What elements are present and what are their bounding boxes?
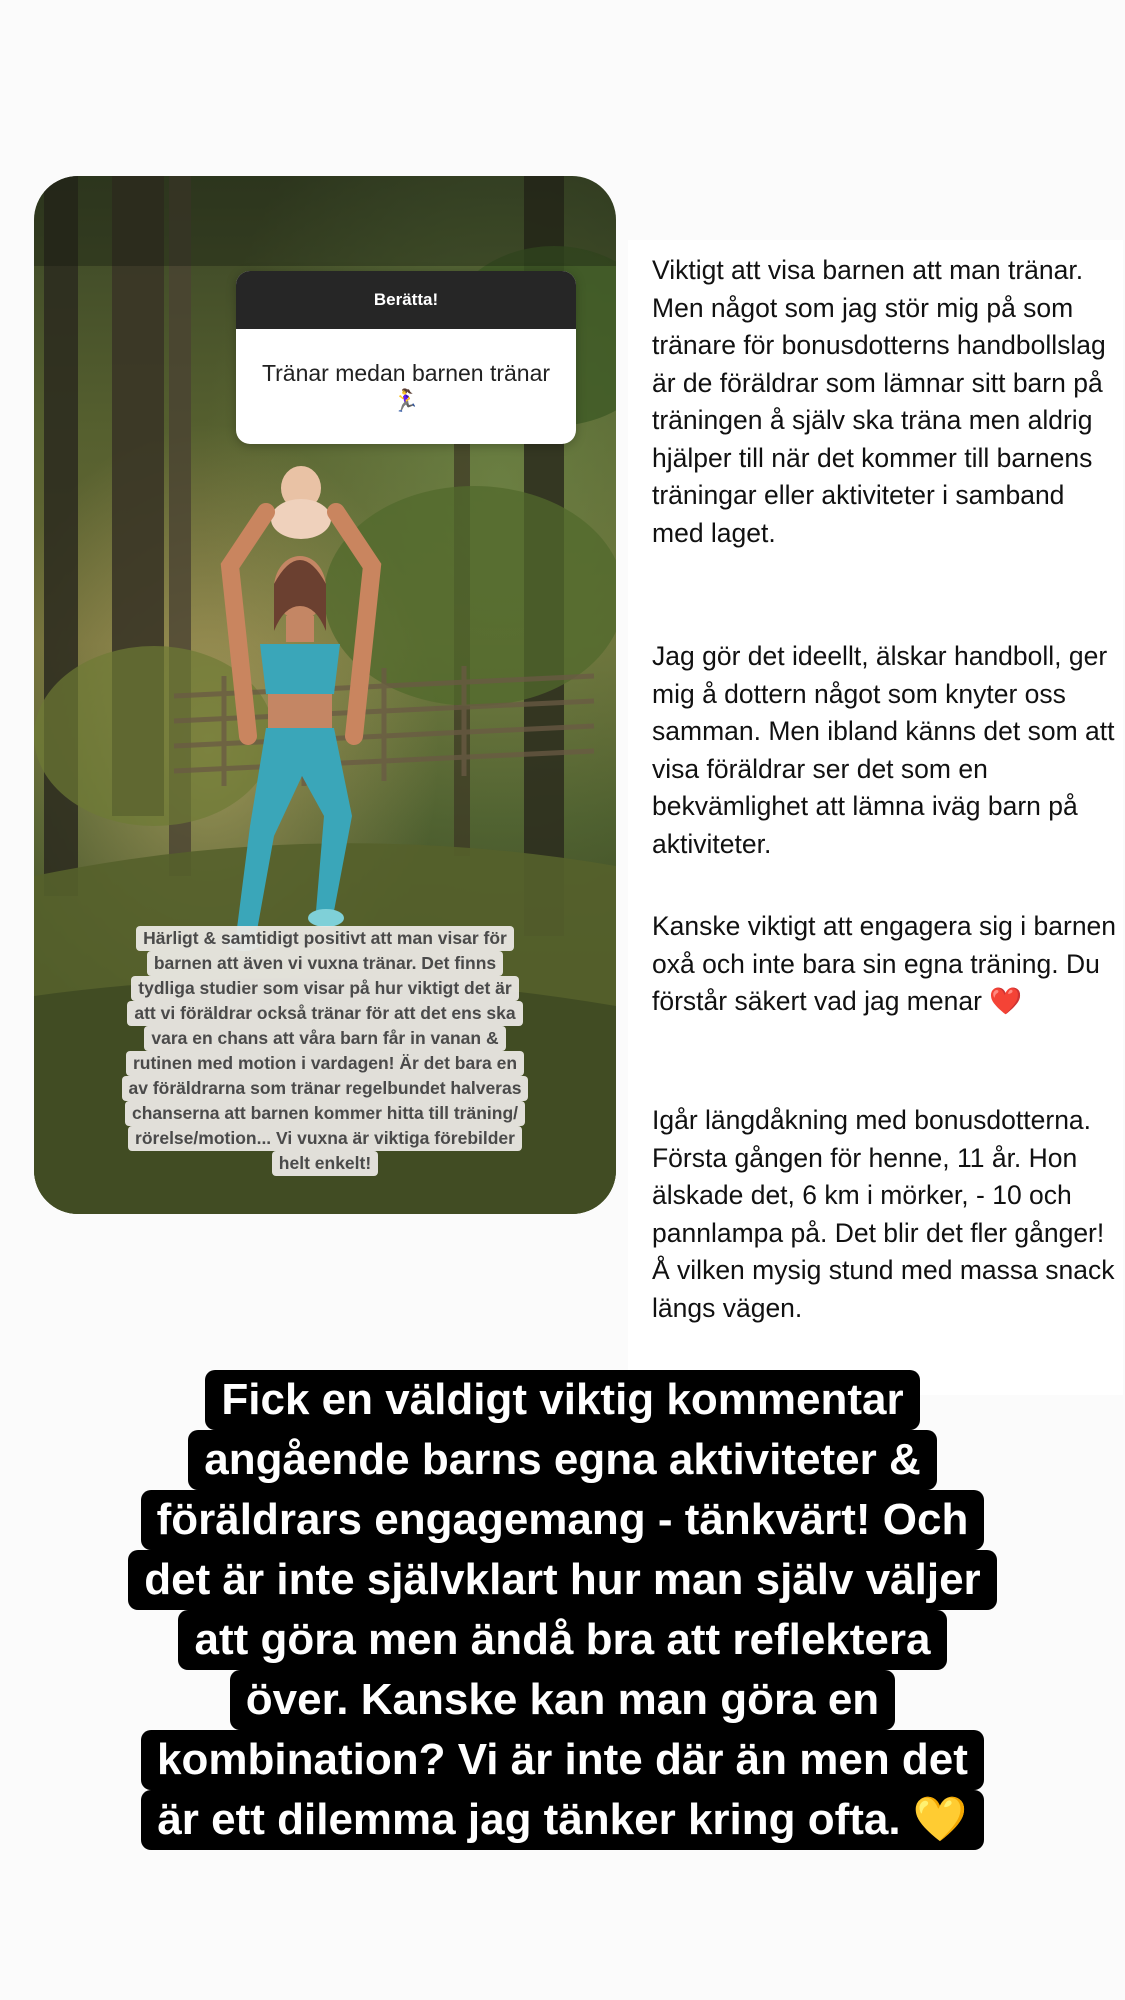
shared-story-card[interactable] <box>34 176 616 1214</box>
caption-line: föräldrars engagemang - tänkvärt! Och <box>141 1490 985 1550</box>
paragraph-3-text: Kanske viktigt att engagera sig i barnen oxå och inte bara sin egna träning. Du förstår säkert vad jag menar <box>652 911 1117 1016</box>
comment-line: att vi föräldrar också tränar för att det ens ska <box>127 1001 522 1026</box>
caption-line: Fick en väldigt viktig kommentar <box>205 1370 919 1430</box>
paragraph-3 <box>652 908 1117 1021</box>
comment-line: barnen att även vi vuxna tränar. Det finns <box>147 951 503 976</box>
comment-line: rörelse/motion... Vi vuxna är viktiga förebilder <box>128 1126 522 1151</box>
caption-line-last-text: är ett dilemma jag tänker kring ofta. <box>157 1795 901 1844</box>
yellow-heart-icon: 💛 <box>912 1795 968 1844</box>
running-woman-icon: 🏃‍♀️ <box>392 388 420 413</box>
question-sticker-header: Berätta! <box>236 271 576 329</box>
caption-line: att göra men ändå bra att reflektera <box>178 1610 946 1670</box>
story-caption <box>60 1370 1065 1850</box>
comment-line: helt enkelt! <box>272 1151 378 1176</box>
caption-line: kombination? Vi är inte där än men det <box>141 1730 984 1790</box>
comment-line: rutinen med motion i vardagen! Är det bara en <box>126 1051 524 1076</box>
comment-line: tydliga studier som visar på hur viktigt det är <box>131 976 518 1001</box>
paragraph-4: Igår längdåkning med bonusdotterna. Första gången för henne, 11 år. Hon älskade det, 6 km i mörker, - 10 och pannlampa på. Det blir det fler gånger! Å vilken mysig stund med massa snack längs vägen. <box>652 1105 1115 1323</box>
text-note-panel <box>628 240 1123 1395</box>
question-answer-text: Tränar medan barnen tränar <box>261 360 551 386</box>
question-sticker <box>236 271 576 444</box>
caption-line: över. Kanske kan man göra en <box>230 1670 895 1730</box>
comment-line: Härligt & samtidigt positivt att man visar för <box>136 926 514 951</box>
comment-line: chanserna att barnen kommer hitta till träning/ <box>125 1101 525 1126</box>
comment-text-block <box>90 926 560 1176</box>
paragraph-2: Jag gör det ideellt, älskar handboll, ger mig å dottern något som knyter oss samman. Men ibland känns det som att visa föräldrar ser det som en bekvämlighet att lämna iväg barn på aktiviteter. <box>652 641 1115 859</box>
comment-line: av föräldrarna som tränar regelbundet halveras <box>122 1076 529 1101</box>
caption-line-last <box>141 1790 983 1850</box>
red-heart-icon: ❤️ <box>989 986 1023 1016</box>
caption-line: angående barns egna aktiviteter & <box>188 1430 936 1490</box>
question-sticker-answer <box>236 329 576 444</box>
caption-line: det är inte självklart hur man själv väljer <box>128 1550 996 1610</box>
comment-line: vara en chans att våra barn får in vanan & <box>144 1026 505 1051</box>
paragraph-1: Viktigt att visa barnen att man tränar. Men något som jag stör mig på som tränare för bonusdotterns handbollslag är de föräldrar som lämnar sitt barn på träningen å själv ska träna men aldrig hjälper till när det kommer till barnens träningar eller aktiviteter i samband med laget. <box>652 255 1106 548</box>
